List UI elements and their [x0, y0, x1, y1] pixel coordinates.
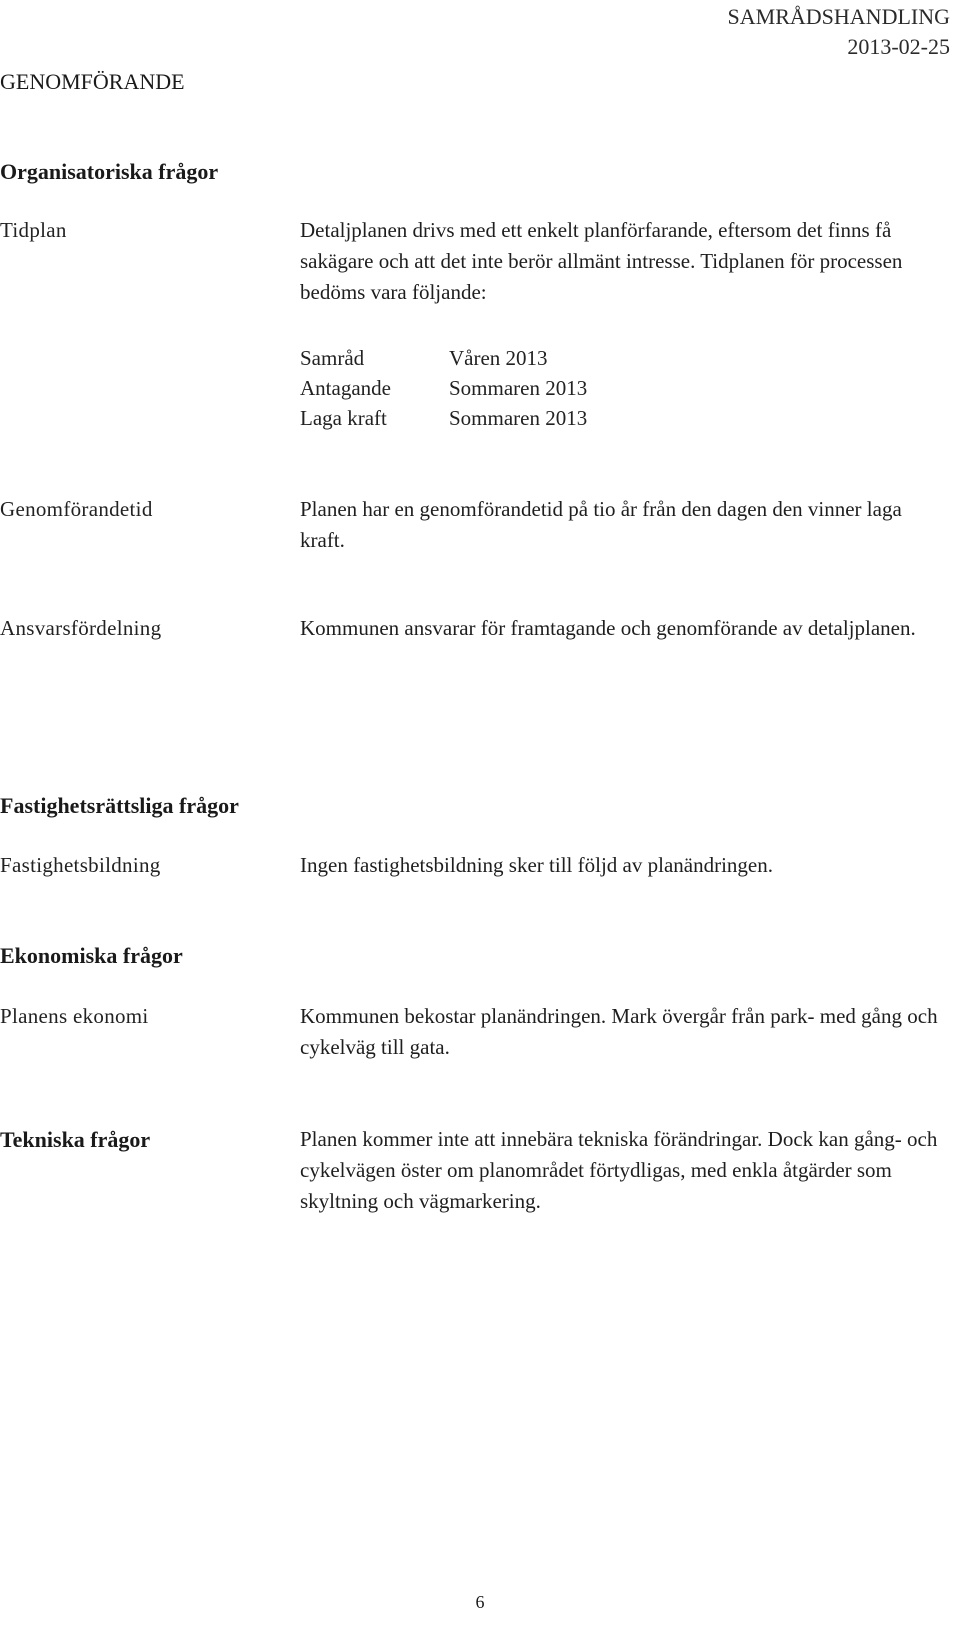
- schedule-phase: Samråd: [300, 346, 365, 370]
- section-heading-fastighetsrattsliga: Fastighetsrättsliga frågor: [0, 793, 239, 818]
- section-heading-tekniska: Tekniska frågor: [0, 1127, 151, 1152]
- term-fastighetsbildning: Fastighetsbildning: [0, 853, 161, 877]
- section-heading-organisatoriska: Organisatoriska frågor: [0, 159, 219, 184]
- page-title: GENOMFÖRANDE: [0, 69, 185, 94]
- document-header: [728, 2, 950, 62]
- term-genomforandetid: Genomförandetid: [0, 497, 153, 521]
- schedule-row: [300, 343, 587, 373]
- section-heading-ekonomiska: Ekonomiska frågor: [0, 943, 183, 968]
- ansvarsfordelning-text: Kommunen ansvarar för framtagande och genomförande av detaljplanen.: [300, 616, 916, 640]
- schedule-time: Sommaren 2013: [449, 406, 588, 430]
- genomforandetid-text: Planen har en genomförandetid på tio år från den dagen den vinner laga kraft.: [300, 497, 902, 552]
- term-planens-ekonomi: Planens ekonomi: [0, 1004, 149, 1028]
- document-date: 2013-02-25: [847, 34, 950, 59]
- schedule-row: [300, 373, 587, 403]
- schedule-phase: Laga kraft: [300, 406, 387, 430]
- schedule-row: [300, 403, 587, 433]
- document-type: SAMRÅDSHANDLING: [727, 4, 950, 29]
- tekniska-text: Planen kommer inte att innebära tekniska förändringar. Dock kan gång- och cykelvägen öster om planområdet förtydligas, med enkla åtgärder som skyltning och vägmarkering.: [300, 1127, 938, 1213]
- schedule-time: Sommaren 2013: [449, 376, 588, 400]
- schedule-table: [300, 343, 587, 433]
- planens-ekonomi-text: Kommunen bekostar planändringen. Mark övergår från park- med gång och cykelväg till gata.: [300, 1004, 938, 1059]
- fastighetsbildning-text: Ingen fastighetsbildning sker till följd av planändringen.: [300, 853, 773, 877]
- tidplan-text: Detaljplanen drivs med ett enkelt planförfarande, eftersom det finns få sakägare och att det inte berör allmänt intresse. Tidplanen för processen bedöms vara följande:: [300, 218, 903, 304]
- term-ansvarsfordelning: Ansvarsfördelning: [0, 616, 162, 640]
- term-tidplan: Tidplan: [0, 218, 67, 242]
- schedule-time: Våren 2013: [449, 346, 548, 370]
- page-number: 6: [475, 1592, 485, 1612]
- schedule-phase: Antagande: [300, 376, 391, 400]
